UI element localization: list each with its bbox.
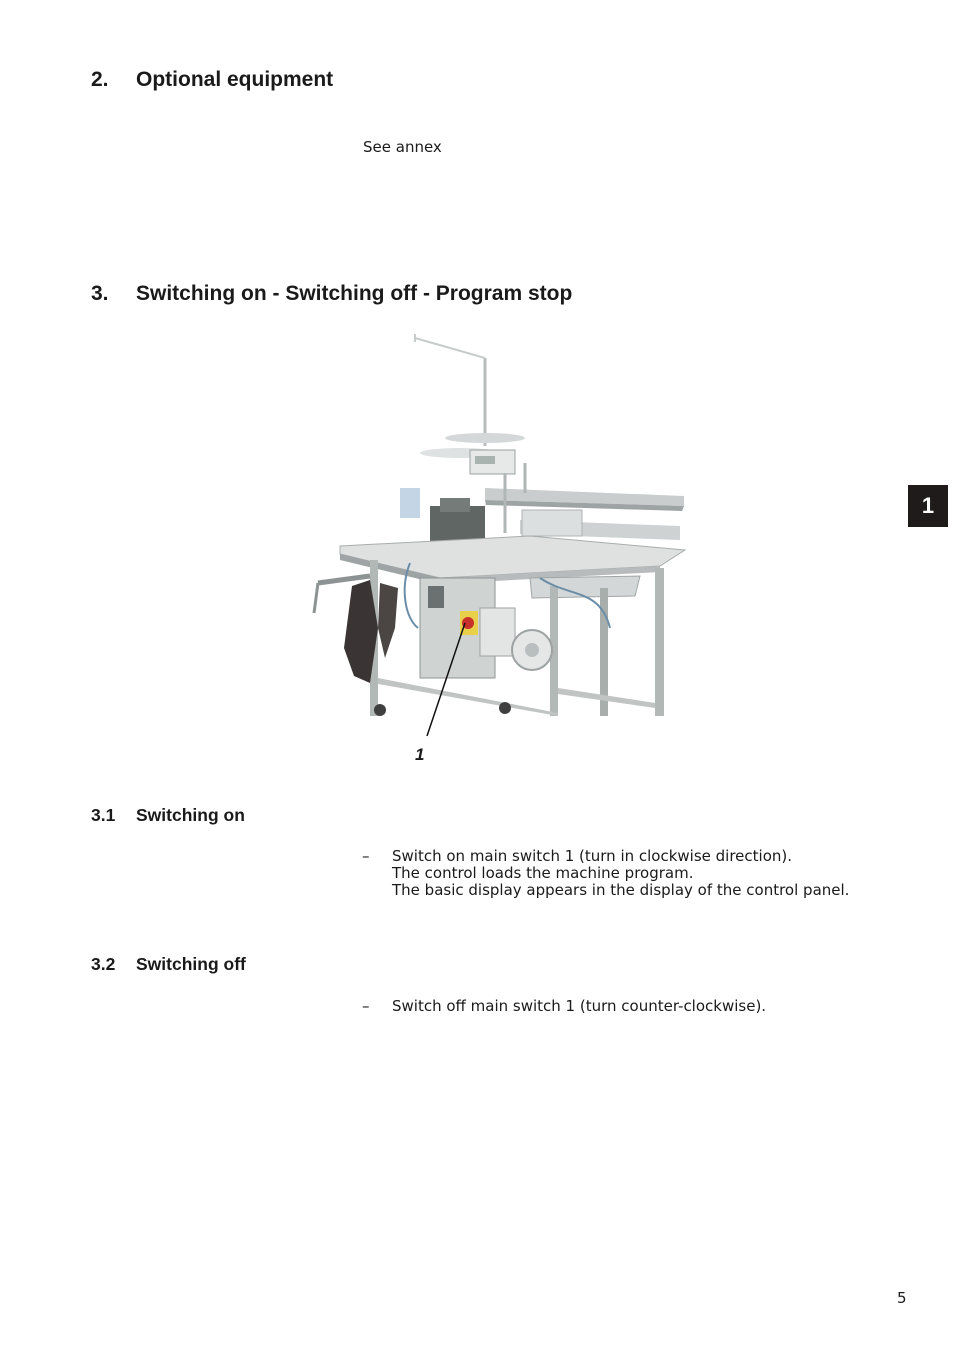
instruction-line: Switch on main switch 1 (turn in clockwise direction).: [392, 847, 793, 865]
section-title: Switching off: [136, 954, 246, 974]
see-annex-text: See annex: [363, 138, 442, 156]
section-title: Switching on: [136, 805, 245, 825]
callout-label: 1: [415, 745, 425, 764]
section-number: 3.1: [91, 805, 116, 825]
section-number: 3.: [91, 282, 109, 305]
instruction-line: The control loads the machine program.: [392, 864, 694, 882]
page-number: 5: [897, 1289, 907, 1307]
chapter-tab: 1: [908, 485, 948, 527]
list-dash: –: [362, 997, 370, 1015]
section-title: Switching on - Switching off - Program stop: [136, 282, 573, 305]
instruction-line: Switch off main switch 1 (turn counter-clockwise).: [392, 997, 767, 1015]
section-number: 3.2: [91, 954, 116, 974]
section-number: 2.: [91, 68, 109, 91]
section-title: Optional equipment: [136, 68, 334, 91]
instruction-line: The basic display appears in the display of the control panel.: [392, 881, 850, 899]
machine-photo: [300, 328, 700, 778]
list-dash: –: [362, 847, 370, 865]
